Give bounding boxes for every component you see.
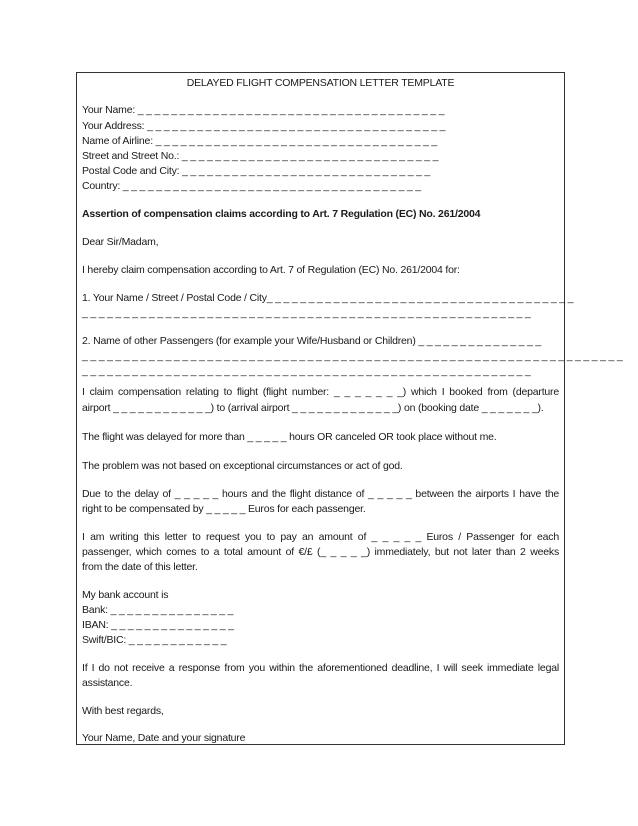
bank-heading: My bank account is: [82, 589, 169, 601]
legal-line1: If I do not receive a response from you within the aforementioned deadline, I will seek immediate legal: [82, 662, 559, 674]
field-postal-city: Postal Code and City: _ _ _ _ _ _ _ _ _ _ _ _ _ _ _ _ _ _ _ _ _ _ _ _ _ _ _ _ _ _: [82, 165, 431, 177]
salutation: Dear Sir/Madam,: [82, 236, 159, 248]
flight-claim-line1: I claim compensation relating to flight (flight number: _ _ _ _ _ _ _) which I booked from (departure: [82, 386, 559, 398]
letter-template-frame: [76, 72, 623, 745]
field-airline: Name of Airline: _ _ _ _ _ _ _ _ _ _ _ _ _ _ _ _ _ _ _ _ _ _ _ _ _ _ _ _ _ _ _ _ _ _: [82, 135, 438, 147]
legal-line2: assistance.: [82, 677, 133, 689]
item1-line2: _ _ _ _ _ _ _ _ _ _ _ _ _ _ _ _ _ _ _ _ _ _ _ _ _ _ _ _ _ _ _ _ _ _ _ _ _ _ _ _ _ _ _ _ _ _ _ _ _ _ _ _ _ _: [82, 307, 531, 319]
circumstances-statement: The problem was not based on exceptional circumstances or act of god.: [82, 460, 403, 472]
flight-claim-line2: airport _ _ _ _ _ _ _ _ _ _ _ _) to (arrival airport _ _ _ _ _ _ _ _ _ _ _ _ _) on (booking date _ _ _ _ _ _ _).: [82, 402, 544, 414]
field-street: Street and Street No.: _ _ _ _ _ _ _ _ _ _ _ _ _ _ _ _ _ _ _ _ _ _ _ _ _ _ _ _ _ _ _: [82, 150, 439, 162]
field-country: Country: _ _ _ _ _ _ _ _ _ _ _ _ _ _ _ _ _ _ _ _ _ _ _ _ _ _ _ _ _ _ _ _ _ _ _ _: [82, 180, 421, 192]
closing: With best regards,: [82, 705, 164, 717]
due-line1: Due to the delay of _ _ _ _ _ hours and the flight distance of _ _ _ _ _ between the airports I have the: [82, 488, 559, 500]
document-title: DELAYED FLIGHT COMPENSATION LETTER TEMPLATE: [186, 77, 455, 89]
request-line2: passenger, which comes to a total amount of €/£ (_ _ _ _ _) immediately, but not later than 2 weeks: [82, 546, 559, 558]
request-line1: I am writing this letter to request you to pay an amount of _ _ _ _ _ Euros / Passenger for each: [82, 531, 559, 543]
item1-line1: 1. Your Name / Street / Postal Code / City_ _ _ _ _ _ _ _ _ _ _ _ _ _ _ _ _ _ _ _ _ _ _ _ _ _ _ _ _ _ _ _ _ _ _ _ _: [82, 292, 574, 304]
field-your-address: Your Address: _ _ _ _ _ _ _ _ _ _ _ _ _ _ _ _ _ _ _ _ _ _ _ _ _ _ _ _ _ _ _ _ _ _ _ _: [82, 120, 446, 132]
item2-line2: _ _ _ _ _ _ _ _ _ _ _ _ _ _ _ _ _ _ _ _ _ _ _ _ _ _ _ _ _ _ _ _ _ _ _ _ _ _ _ _ _ _ _ _ _ _ _ _ _ _ _ _ _ _ _ _ _ _ _ _ _ _ _ _ _: [82, 350, 623, 362]
request-line3: from the date of this letter.: [82, 561, 198, 573]
bank-field: Bank: _ _ _ _ _ _ _ _ _ _ _ _ _ _ _: [82, 604, 234, 616]
assertion-heading: Assertion of compensation claims according to Art. 7 Regulation (EC) No. 261/2004: [82, 208, 481, 220]
due-line2: right to be compensated by _ _ _ _ _ Euros for each passenger.: [82, 503, 366, 515]
item2-line3: _ _ _ _ _ _ _ _ _ _ _ _ _ _ _ _ _ _ _ _ _ _ _ _ _ _ _ _ _ _ _ _ _ _ _ _ _ _ _ _ _ _ _ _ _ _ _ _ _ _ _ _ _ _: [82, 365, 531, 377]
iban-field: IBAN: _ _ _ _ _ _ _ _ _ _ _ _ _ _ _: [82, 619, 234, 631]
signature-line: Your Name, Date and your signature: [82, 732, 246, 744]
delay-statement: The flight was delayed for more than _ _ _ _ _ hours OR canceled OR took place without me.: [82, 431, 497, 443]
swift-field: Swift/BIC: _ _ _ _ _ _ _ _ _ _ _ _: [82, 634, 227, 646]
item2-line1: 2. Name of other Passengers (for example your Wife/Husband or Children) _ _ _ _ _ _ _ _ _ _ _ _ _ _ _: [82, 335, 541, 347]
claim-intro: I hereby claim compensation according to Art. 7 of Regulation (EC) No. 261/2004 for:: [82, 264, 460, 276]
field-your-name: Your Name: _ _ _ _ _ _ _ _ _ _ _ _ _ _ _ _ _ _ _ _ _ _ _ _ _ _ _ _ _ _ _ _ _ _ _ _ _: [82, 104, 445, 116]
